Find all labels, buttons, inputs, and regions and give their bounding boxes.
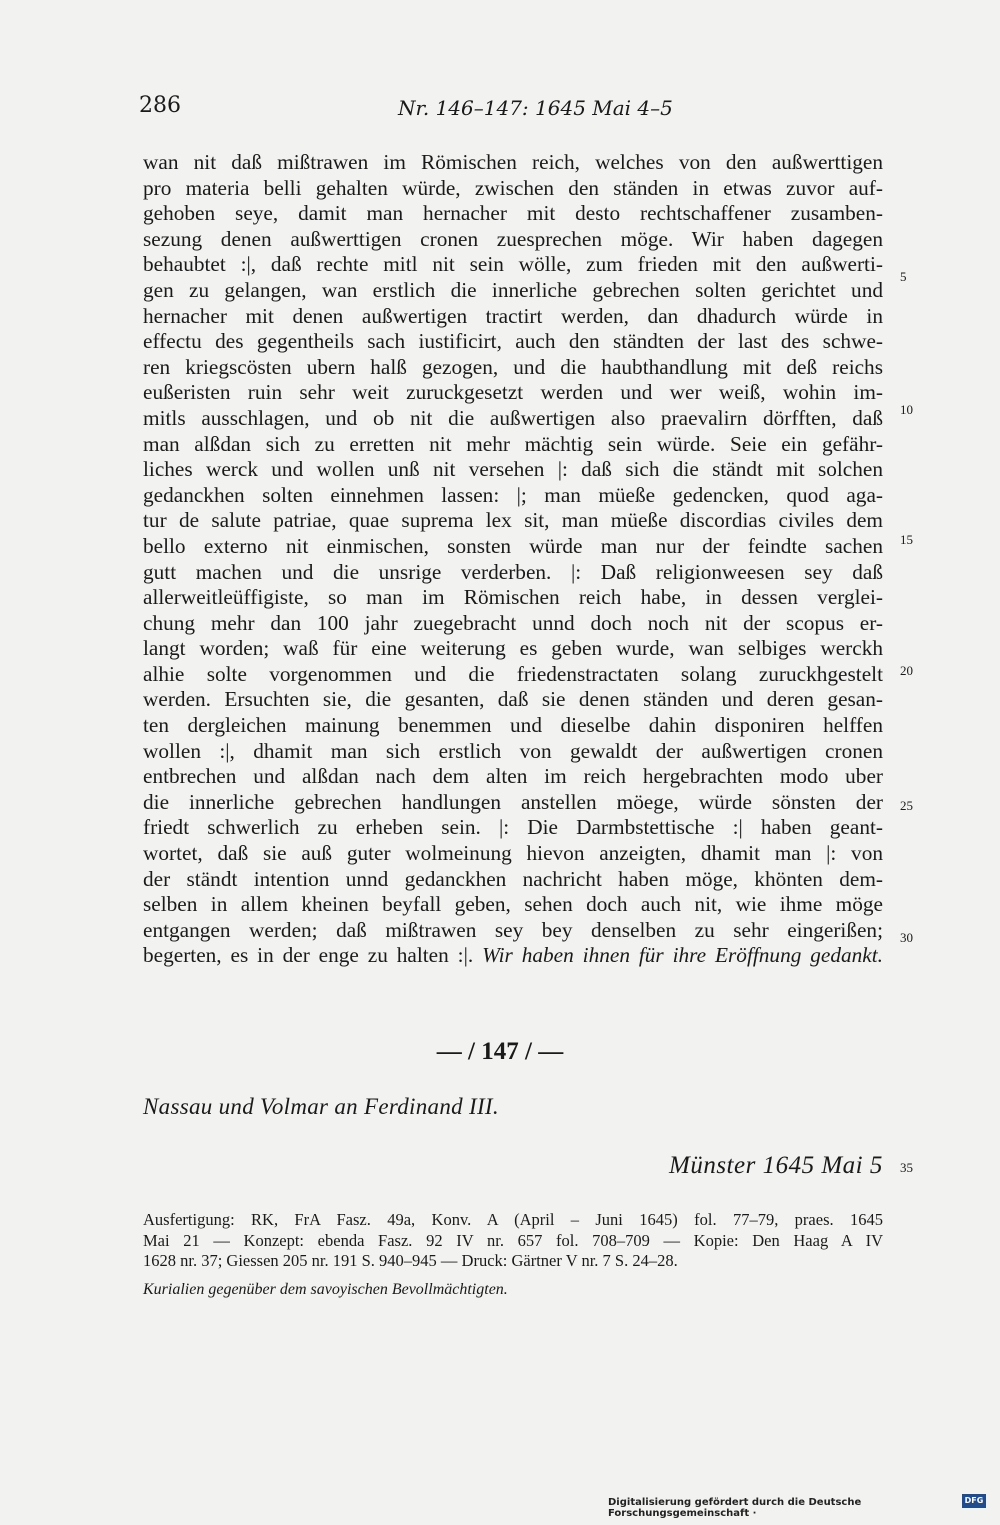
source-apparatus — [143, 1210, 883, 1272]
body-line: der ständt intention unnd gedanckhen nachricht haben möge, khönten dem- — [143, 866, 883, 891]
body-line: langt worden; waß für eine weiterung es geben wurde, wan selbiges werckh — [143, 636, 883, 661]
body-line: wollen :|, dhamit man sich erstlich von gewaldt der außwertigen cronen — [143, 738, 883, 763]
body-line: mitls ausschlagen, und ob nit die außwertigen also praevalirn dörfften, daß — [143, 405, 883, 430]
source-line: 1628 nr. 37; Giessen 205 nr. 191 S. 940–945 — Druck: Gärtner V nr. 7 S. 24–28. — [143, 1251, 678, 1270]
line-number: 25 — [900, 798, 913, 813]
body-line: entbrechen und alßdan nach dem alten im reich hergebrachten modo uber — [143, 764, 883, 789]
body-line: alhie solte vorgenommen und die friedenstractaten solang zuruckhgestelt — [143, 661, 883, 686]
line-number: 15 — [900, 532, 913, 547]
body-line: wan nit daß mißtrawen im Römischen reich, welches von den außwerttigen — [143, 150, 883, 174]
body-line: man alßdan sich zu erretten nit mehr mächtig sein würde. Seie ein gefähr- — [143, 431, 883, 456]
body-line: sezung denen außwerttigen cronen zuesprechen möge. Wir haben dagegen — [143, 226, 883, 251]
body-line: gedanckhen solten einnehmen lassen: |; man müeße gedencken, quod aga- — [143, 482, 883, 507]
body-line: gen zu gelangen, wan erstlich die innerliche gebrechen solten gerichtet und — [143, 277, 883, 302]
document-title: Nassau und Volmar an Ferdinand III. — [143, 1094, 499, 1119]
body-line: pro materia belli gehalten würde, zwischen den ständen in etwas zuvor auf- — [143, 175, 883, 200]
body-last-line — [143, 943, 883, 969]
document-summary: Kurialien gegenüber dem savoyischen Bevollmächtigten. — [143, 1281, 508, 1298]
running-title: Nr. 146–147: 1645 Mai 4–5 — [398, 96, 673, 120]
body-line: werden. Ersuchten sie, die gesanten, daß sie denen ständen und deren gesan- — [143, 687, 883, 712]
line-number: 35 — [900, 1160, 913, 1175]
line-number: 5 — [900, 269, 907, 284]
body-line: ren kriegscösten ubern halß gezogen, und die haubthandlung mit deß reichs — [143, 354, 883, 379]
body-last-line-italic: Wir haben ihnen für ihre Eröffnung gedankt. — [482, 943, 884, 968]
body-line: wortet, daß sie auß guter wolmeinung hievon anzeigten, dhamit man |: von — [143, 841, 883, 866]
source-line: Ausfertigung: RK, FrA Fasz. 49a, Konv. A (April – Juni 1645) fol. 77–79, praes. 1645 — [143, 1210, 883, 1229]
body-line: ten dergleichen mainung benemmen und dieselbe dahin disponiren helffen — [143, 713, 883, 738]
line-number: 30 — [900, 930, 913, 945]
page-number: 286 — [139, 93, 181, 118]
body-line: hernacher mit denen außwertigen tractirt werden, dan dhadurch würde in — [143, 303, 883, 328]
document-place-date: Münster 1645 Mai 5 — [669, 1152, 883, 1179]
body-line: gehoben seye, damit man hernacher mit desto rechtschaffener zusamben- — [143, 201, 883, 226]
body-line: effectu des gegentheils sach iustificirt, auch den ständten der last des schwe- — [143, 329, 883, 354]
body-line: behaubtet :|, daß rechte mitl nit sein wölle, zum frieden mit den außwerti- — [143, 252, 883, 277]
body-text — [143, 150, 883, 969]
body-line: eußeristen ruin sehr weit zuruckgesetzt werden und wer weiß, wohin im- — [143, 380, 883, 405]
body-line: tur de salute patriae, quae suprema lex sit, man müeße discordias civiles dem — [143, 508, 883, 533]
funding-footer: Digitalisierung gefördert durch die Deutsche Forschungsgemeinschaft · — [608, 1497, 862, 1519]
source-line: Mai 21 — Konzept: ebenda Fasz. 92 IV nr. 657 fol. 708–709 — Kopie: Den Haag A IV — [143, 1230, 883, 1250]
body-line: die innerliche gebrechen handlungen anstellen möege, würde sönsten der — [143, 789, 883, 814]
document-number: — / 147 / — — [436, 1038, 564, 1065]
body-line: liches werck und wollen unß nit versehen |: daß sich die ständt mit solchen — [143, 457, 883, 482]
body-last-line-plain: begerten, es in der enge zu halten :|. — [143, 943, 483, 968]
body-line: chung mehr dan 100 jahr zuegebracht unnd doch noch nit der scopus er- — [143, 610, 883, 635]
dfg-logo-icon: DFG — [962, 1494, 986, 1508]
line-number: 10 — [900, 402, 913, 417]
body-line: bello externo nit einmischen, sonsten würde man nur der feindte sachen — [143, 533, 883, 558]
body-line: friedt schwerlich zu erheben sein. |: Die Darmbstettische :| haben geant- — [143, 815, 883, 840]
line-number: 20 — [900, 663, 913, 678]
body-line: entgangen werden; daß mißtrawen sey bey denselben zu sehr eingerißen; — [143, 917, 883, 942]
body-line: gutt machen und die unsrige verderben. |: Daß religionweesen sey daß — [143, 559, 883, 584]
body-line: selben in allem kheinen beyfall geben, sehen doch auch nit, wie ihme möge — [143, 892, 883, 917]
body-line: allerweitleüffigiste, so man im Römischen reich habe, in dessen verglei- — [143, 585, 883, 610]
